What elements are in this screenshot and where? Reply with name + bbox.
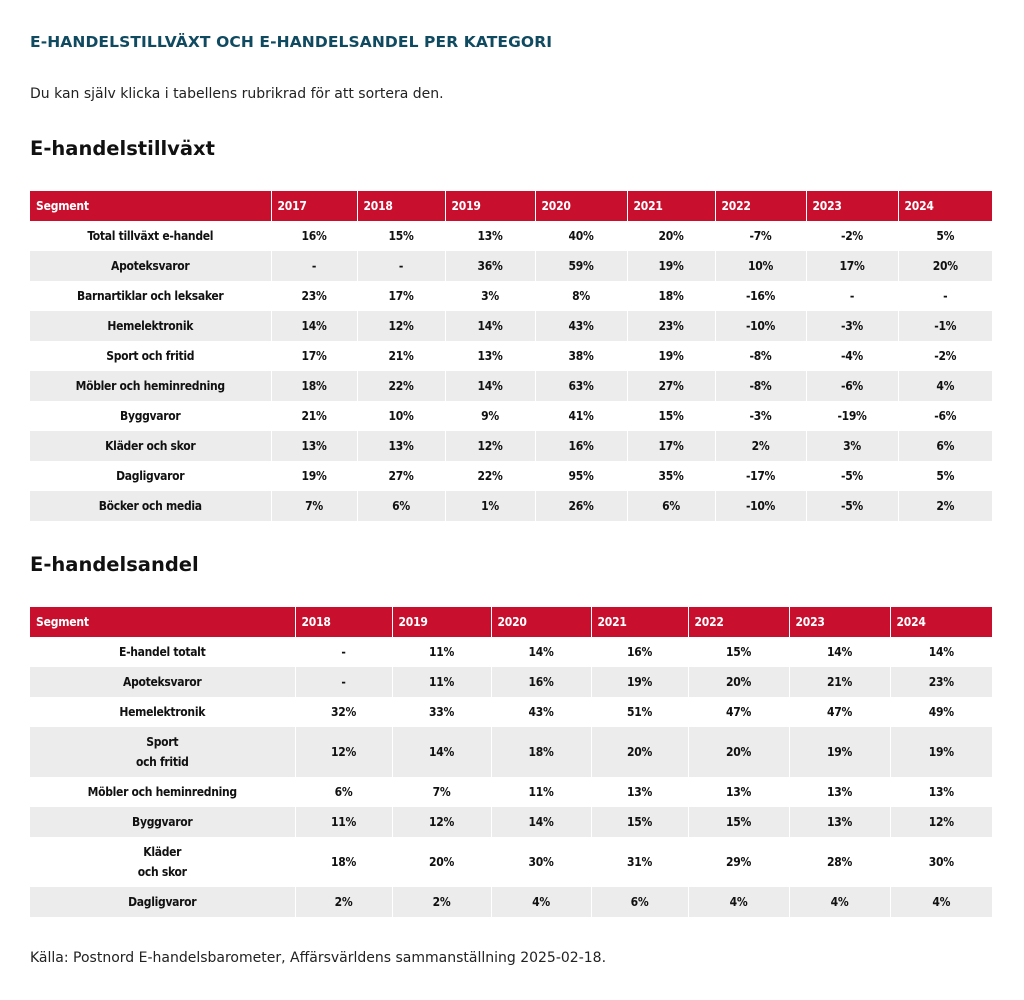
value-cell: 16% xyxy=(591,637,688,667)
value-cell: 19% xyxy=(789,727,890,777)
value-cell: 4% xyxy=(688,887,789,917)
value-cell: 14% xyxy=(890,637,992,667)
share-body xyxy=(30,637,992,917)
value-cell: 4% xyxy=(491,887,591,917)
value-cell: 12% xyxy=(392,807,491,837)
value-cell: 21% xyxy=(271,401,357,431)
column-header-2021[interactable]: 2021 xyxy=(591,607,688,637)
value-cell: 41% xyxy=(535,401,627,431)
column-header-2018[interactable]: 2018 xyxy=(295,607,392,637)
value-cell: 20% xyxy=(898,251,992,281)
value-cell: -7% xyxy=(715,221,806,251)
value-cell: 15% xyxy=(688,637,789,667)
value-cell: 1% xyxy=(445,491,535,521)
value-cell: -5% xyxy=(806,491,898,521)
segment-cell: Sport och fritid xyxy=(30,727,295,777)
value-cell: 16% xyxy=(535,431,627,461)
value-cell: 4% xyxy=(898,371,992,401)
value-cell: 10% xyxy=(715,251,806,281)
table-row xyxy=(30,461,992,491)
value-cell: 47% xyxy=(789,697,890,727)
segment-cell: Böcker och media xyxy=(30,491,271,521)
value-cell: -6% xyxy=(898,401,992,431)
value-cell: -2% xyxy=(898,341,992,371)
value-cell: -2% xyxy=(806,221,898,251)
value-cell: 14% xyxy=(445,371,535,401)
table-row xyxy=(30,251,992,281)
value-cell: 49% xyxy=(890,697,992,727)
value-cell: - xyxy=(271,251,357,281)
value-cell: 6% xyxy=(898,431,992,461)
segment-cell: Barnartiklar och leksaker xyxy=(30,281,271,311)
value-cell: 43% xyxy=(535,311,627,341)
value-cell: 6% xyxy=(295,777,392,807)
growth-body xyxy=(30,221,992,521)
value-cell: -1% xyxy=(898,311,992,341)
value-cell: 18% xyxy=(491,727,591,777)
share-heading: E-handelsandel xyxy=(30,553,199,576)
value-cell: 36% xyxy=(445,251,535,281)
value-cell: 15% xyxy=(357,221,445,251)
column-header-2023[interactable]: 2023 xyxy=(789,607,890,637)
value-cell: 6% xyxy=(591,887,688,917)
value-cell: 10% xyxy=(357,401,445,431)
value-cell: 14% xyxy=(445,311,535,341)
value-cell: 23% xyxy=(627,311,715,341)
value-cell: 40% xyxy=(535,221,627,251)
table-row xyxy=(30,431,992,461)
value-cell: 29% xyxy=(688,837,789,887)
value-cell: 63% xyxy=(535,371,627,401)
column-header-2023[interactable]: 2023 xyxy=(806,191,898,221)
column-header-segment[interactable]: Segment xyxy=(30,607,295,637)
column-header-2021[interactable]: 2021 xyxy=(627,191,715,221)
value-cell: 95% xyxy=(535,461,627,491)
value-cell: 59% xyxy=(535,251,627,281)
value-cell: 27% xyxy=(357,461,445,491)
value-cell: 7% xyxy=(271,491,357,521)
value-cell: 19% xyxy=(271,461,357,491)
value-cell: 14% xyxy=(392,727,491,777)
segment-cell: Hemelektronik xyxy=(30,697,295,727)
value-cell: 12% xyxy=(295,727,392,777)
value-cell: 11% xyxy=(491,777,591,807)
value-cell: 19% xyxy=(627,251,715,281)
value-cell: 15% xyxy=(688,807,789,837)
value-cell: 19% xyxy=(591,667,688,697)
table-row xyxy=(30,281,992,311)
value-cell: 14% xyxy=(491,807,591,837)
source-note: Källa: Postnord E-handelsbarometer, Affärsvärldens sammanställning 2025-02-18. xyxy=(30,950,607,966)
table-row xyxy=(30,807,992,837)
segment-cell: Sport och fritid xyxy=(30,341,271,371)
value-cell: 30% xyxy=(890,837,992,887)
value-cell: 11% xyxy=(392,637,491,667)
value-cell: 51% xyxy=(591,697,688,727)
column-header-2022[interactable]: 2022 xyxy=(715,191,806,221)
column-header-2019[interactable]: 2019 xyxy=(392,607,491,637)
table-row xyxy=(30,341,992,371)
segment-cell: Möbler och heminredning xyxy=(30,777,295,807)
table-row xyxy=(30,221,992,251)
value-cell: 13% xyxy=(789,777,890,807)
value-cell: 14% xyxy=(271,311,357,341)
growth-header-row xyxy=(30,191,992,221)
table-row xyxy=(30,667,992,697)
column-header-2017[interactable]: 2017 xyxy=(271,191,357,221)
growth-heading: E-handelstillväxt xyxy=(30,137,215,160)
value-cell: 13% xyxy=(591,777,688,807)
value-cell: 47% xyxy=(688,697,789,727)
value-cell: -19% xyxy=(806,401,898,431)
value-cell: 6% xyxy=(357,491,445,521)
value-cell: 13% xyxy=(445,221,535,251)
value-cell: 2% xyxy=(715,431,806,461)
page-kicker: E-HANDELSTILLVÄXT OCH E-HANDELSANDEL PER KATEGORI xyxy=(30,33,553,51)
value-cell: 23% xyxy=(271,281,357,311)
table-row xyxy=(30,371,992,401)
table-row xyxy=(30,491,992,521)
value-cell: 21% xyxy=(789,667,890,697)
value-cell: 18% xyxy=(627,281,715,311)
value-cell: 12% xyxy=(357,311,445,341)
column-header-2019[interactable]: 2019 xyxy=(445,191,535,221)
table-row xyxy=(30,837,992,887)
table-row xyxy=(30,311,992,341)
value-cell: 12% xyxy=(890,807,992,837)
segment-cell: E-handel totalt xyxy=(30,637,295,667)
value-cell: 27% xyxy=(627,371,715,401)
value-cell: 17% xyxy=(271,341,357,371)
value-cell: 31% xyxy=(591,837,688,887)
value-cell: 9% xyxy=(445,401,535,431)
column-header-2020[interactable]: 2020 xyxy=(491,607,591,637)
value-cell: 13% xyxy=(357,431,445,461)
segment-cell: Apoteksvaror xyxy=(30,251,271,281)
segment-cell: Total tillväxt e-handel xyxy=(30,221,271,251)
column-header-2020[interactable]: 2020 xyxy=(535,191,627,221)
value-cell: 4% xyxy=(890,887,992,917)
value-cell: 13% xyxy=(890,777,992,807)
column-header-2018[interactable]: 2018 xyxy=(357,191,445,221)
value-cell: 32% xyxy=(295,697,392,727)
value-cell: 20% xyxy=(688,727,789,777)
column-header-2024[interactable]: 2024 xyxy=(898,191,992,221)
growth-table xyxy=(30,191,992,521)
segment-cell: Dagligvaror xyxy=(30,461,271,491)
value-cell: 18% xyxy=(295,837,392,887)
value-cell: 5% xyxy=(898,461,992,491)
value-cell: 17% xyxy=(627,431,715,461)
value-cell: 14% xyxy=(789,637,890,667)
segment-cell: Möbler och heminredning xyxy=(30,371,271,401)
value-cell: -10% xyxy=(715,311,806,341)
value-cell: - xyxy=(295,667,392,697)
value-cell: 30% xyxy=(491,837,591,887)
column-header-segment[interactable]: Segment xyxy=(30,191,271,221)
value-cell: -6% xyxy=(806,371,898,401)
table-row xyxy=(30,697,992,727)
value-cell: 12% xyxy=(445,431,535,461)
value-cell: -3% xyxy=(715,401,806,431)
value-cell: 20% xyxy=(591,727,688,777)
intro-text: Du kan själv klicka i tabellens rubrikrad för att sortera den. xyxy=(30,86,444,102)
value-cell: 11% xyxy=(392,667,491,697)
value-cell: 15% xyxy=(591,807,688,837)
value-cell: 3% xyxy=(445,281,535,311)
value-cell: 16% xyxy=(271,221,357,251)
value-cell: 20% xyxy=(627,221,715,251)
value-cell: - xyxy=(898,281,992,311)
value-cell: 13% xyxy=(445,341,535,371)
value-cell: - xyxy=(806,281,898,311)
column-header-2022[interactable]: 2022 xyxy=(688,607,789,637)
value-cell: 14% xyxy=(491,637,591,667)
value-cell: 15% xyxy=(627,401,715,431)
segment-cell: Hemelektronik xyxy=(30,311,271,341)
value-cell: 28% xyxy=(789,837,890,887)
value-cell: -16% xyxy=(715,281,806,311)
value-cell: 2% xyxy=(295,887,392,917)
value-cell: 23% xyxy=(890,667,992,697)
value-cell: 13% xyxy=(789,807,890,837)
value-cell: 8% xyxy=(535,281,627,311)
value-cell: 22% xyxy=(445,461,535,491)
segment-cell: Dagligvaror xyxy=(30,887,295,917)
value-cell: -8% xyxy=(715,341,806,371)
table-row xyxy=(30,637,992,667)
value-cell: 13% xyxy=(271,431,357,461)
value-cell: 33% xyxy=(392,697,491,727)
value-cell: 3% xyxy=(806,431,898,461)
table-row xyxy=(30,401,992,431)
value-cell: 11% xyxy=(295,807,392,837)
value-cell: 18% xyxy=(271,371,357,401)
value-cell: 20% xyxy=(688,667,789,697)
value-cell: -17% xyxy=(715,461,806,491)
value-cell: -8% xyxy=(715,371,806,401)
segment-cell: Kläder och skor xyxy=(30,837,295,887)
segment-cell: Kläder och skor xyxy=(30,431,271,461)
value-cell: -5% xyxy=(806,461,898,491)
value-cell: 5% xyxy=(898,221,992,251)
value-cell: 17% xyxy=(806,251,898,281)
share-table xyxy=(30,607,992,917)
value-cell: 35% xyxy=(627,461,715,491)
column-header-2024[interactable]: 2024 xyxy=(890,607,992,637)
value-cell: 26% xyxy=(535,491,627,521)
value-cell: 4% xyxy=(789,887,890,917)
value-cell: 19% xyxy=(890,727,992,777)
value-cell: 7% xyxy=(392,777,491,807)
value-cell: 43% xyxy=(491,697,591,727)
table-row xyxy=(30,777,992,807)
value-cell: - xyxy=(295,637,392,667)
segment-cell: Apoteksvaror xyxy=(30,667,295,697)
value-cell: 17% xyxy=(357,281,445,311)
value-cell: 20% xyxy=(392,837,491,887)
value-cell: 21% xyxy=(357,341,445,371)
share-header-row xyxy=(30,607,992,637)
value-cell: 2% xyxy=(898,491,992,521)
value-cell: -10% xyxy=(715,491,806,521)
table-row xyxy=(30,727,992,777)
value-cell: 2% xyxy=(392,887,491,917)
value-cell: 6% xyxy=(627,491,715,521)
segment-cell: Byggvaror xyxy=(30,401,271,431)
value-cell: 19% xyxy=(627,341,715,371)
table-row xyxy=(30,887,992,917)
value-cell: 13% xyxy=(688,777,789,807)
value-cell: 38% xyxy=(535,341,627,371)
value-cell: -3% xyxy=(806,311,898,341)
segment-cell: Byggvaror xyxy=(30,807,295,837)
value-cell: -4% xyxy=(806,341,898,371)
value-cell: - xyxy=(357,251,445,281)
value-cell: 22% xyxy=(357,371,445,401)
value-cell: 16% xyxy=(491,667,591,697)
